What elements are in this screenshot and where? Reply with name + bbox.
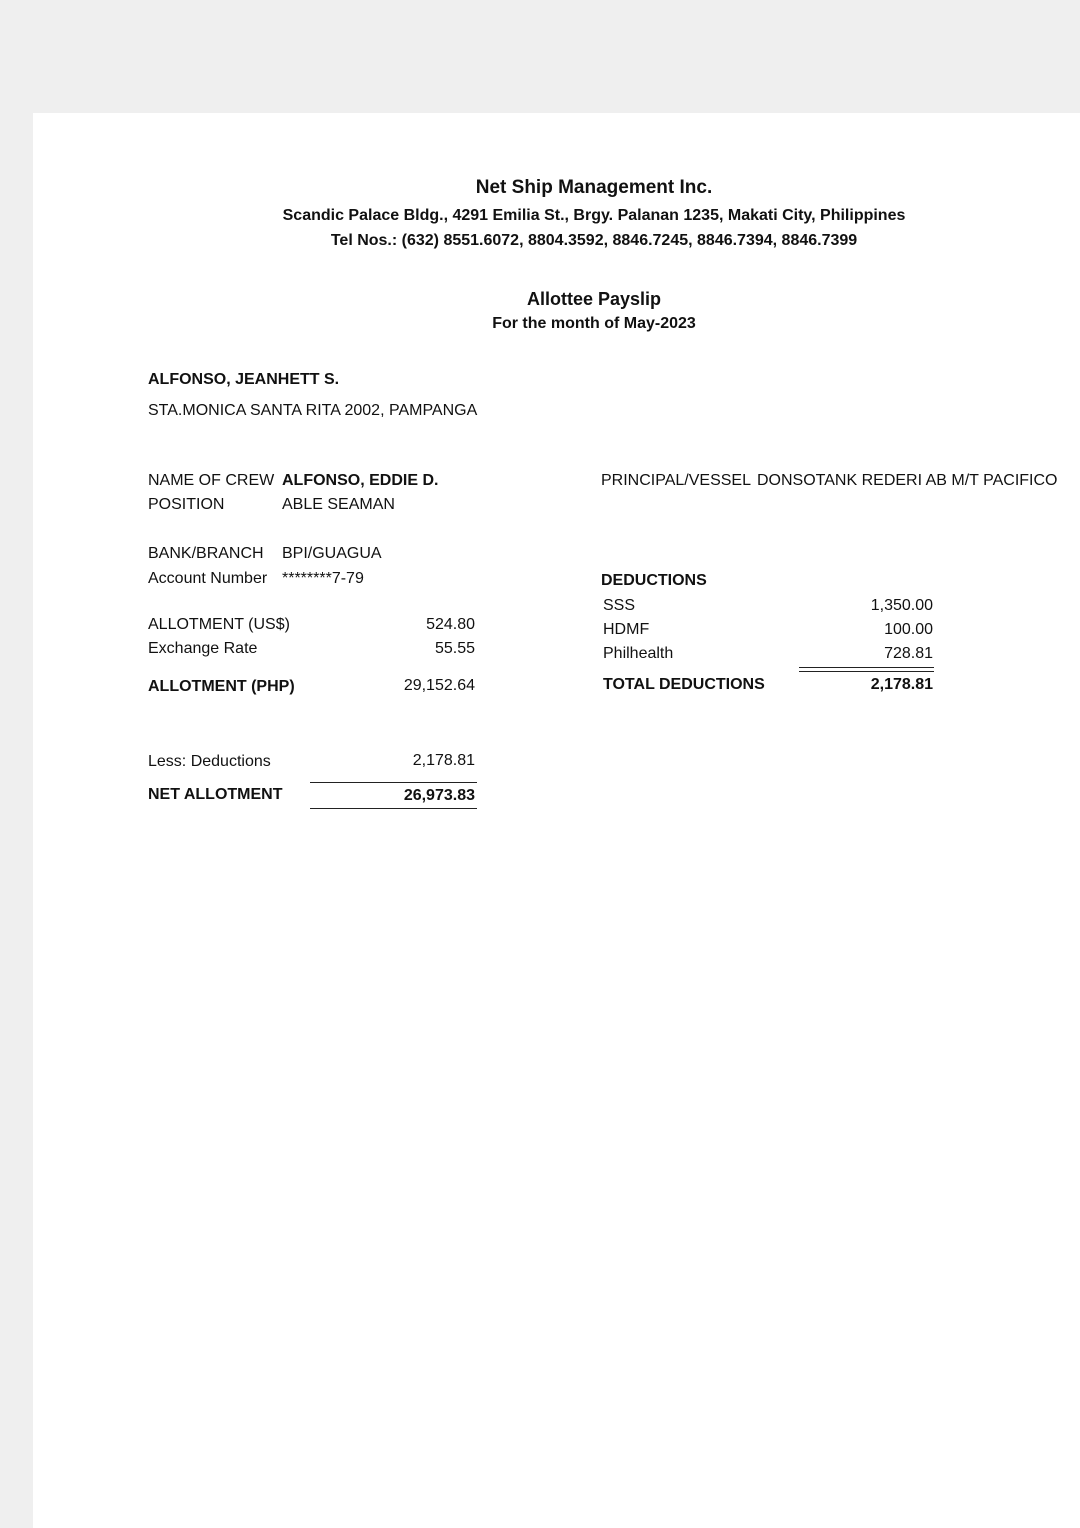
company-tel: Tel Nos.: (632) 8551.6072, 8804.3592, 8846.7245, 8846.7394, 8846.7399: [330, 232, 858, 249]
crew-name-label: NAME OF CREW: [148, 472, 275, 489]
bank-branch-label: BANK/BRANCH: [148, 545, 264, 562]
bank-branch-value: BPI/GUAGUA: [282, 545, 382, 562]
deduction-value-philhealth: 728.81: [884, 645, 933, 662]
net-allotment-value: 26,973.83: [403, 787, 475, 804]
account-number-label: Account Number: [148, 570, 268, 587]
deductions-heading: DEDUCTIONS: [601, 572, 707, 589]
allotment-usd-label: ALLOTMENT (US$): [148, 616, 290, 633]
principal-label: PRINCIPAL/VESSEL: [601, 472, 751, 489]
less-deductions-value: 2,178.81: [412, 752, 475, 769]
payslip-period: For the month of May-2023: [492, 315, 696, 332]
total-deductions-value: 2,178.81: [870, 676, 933, 693]
principal-value: DONSOTANK REDERI AB M/T PACIFICO: [757, 472, 1058, 489]
allottee-name: ALFONSO, JEANHETT S.: [148, 371, 340, 388]
deduction-value-hdmf: 100.00: [884, 621, 933, 638]
total-deductions-label: TOTAL DEDUCTIONS: [603, 676, 765, 693]
crew-name-value: ALFONSO, EDDIE D.: [282, 472, 439, 489]
total-deductions-rule-2: [799, 671, 934, 672]
net-top-rule: [310, 782, 477, 783]
position-value: ABLE SEAMAN: [282, 496, 395, 513]
company-address: Scandic Palace Bldg., 4291 Emilia St., Brgy. Palanan 1235, Makati City, Philippines: [282, 207, 906, 224]
deduction-label-hdmf: HDMF: [603, 621, 650, 638]
allotment-php-value: 29,152.64: [403, 677, 475, 694]
deduction-value-sss: 1,350.00: [870, 597, 933, 614]
net-allotment-label: NET ALLOTMENT: [148, 786, 283, 803]
exchange-rate-value: 55.55: [434, 640, 475, 657]
exchange-rate-label: Exchange Rate: [148, 640, 258, 657]
payslip-title: Allottee Payslip: [526, 289, 662, 309]
account-number-value: ********7-79: [282, 570, 364, 587]
deduction-label-philhealth: Philhealth: [603, 645, 674, 662]
total-deductions-rule-1: [799, 667, 934, 668]
company-name: Net Ship Management Inc.: [475, 177, 713, 198]
net-bottom-rule: [310, 808, 477, 809]
allotment-usd-value: 524.80: [426, 616, 475, 633]
position-label: POSITION: [148, 496, 225, 513]
allotment-php-label: ALLOTMENT (PHP): [148, 678, 295, 695]
deduction-label-sss: SSS: [603, 597, 636, 614]
less-deductions-label: Less: Deductions: [148, 753, 271, 770]
allottee-address: STA.MONICA SANTA RITA 2002, PAMPANGA: [148, 402, 478, 419]
